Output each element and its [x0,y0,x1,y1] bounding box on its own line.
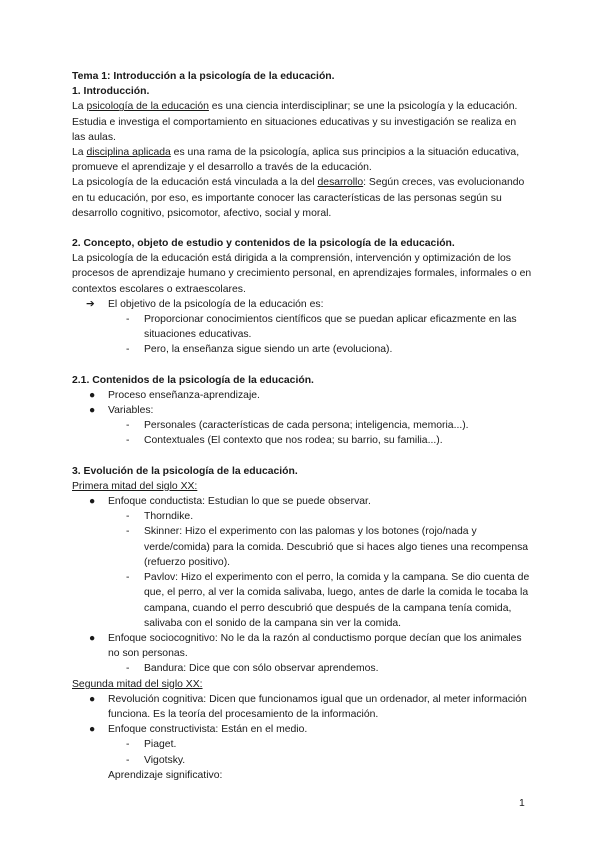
section-3-heading: 3. Evolución de la psicología de la educación. [72,465,298,477]
section-1-paragraph-2: La disciplina aplicada es una rama de la psicología, aplica sus principios a la situación educativa, promueve el aprendizaje y el desarrollo a través de la educación. [72,147,520,174]
term-desarrollo: desarrollo [317,177,364,189]
section-1-heading: 1. Introducción. [72,86,150,98]
dash-icon: - [126,314,130,326]
dash-icon: - [126,663,130,675]
document-page [72,69,532,783]
dash-list-item: - Thorndike. [72,509,532,524]
dash-icon: - [126,420,130,432]
bullet-icon: ● [89,724,96,736]
section-2-1-heading: 2.1. Contenidos de la psicología de la educación. [72,374,314,386]
term-disciplina-aplicada: disciplina aplicada [86,147,171,159]
bullet-icon: ● [89,496,96,508]
dash-icon: - [126,511,130,523]
bullet-list-item: ● Enfoque conductista: Estudian lo que se puede observar. [72,494,532,509]
dash-list-item: - Skinner: Hizo el experimento con las palomas y los botones (rojo/nada y verde/comida) para la comida. Descubrió que si haces algo tienes una recompensa (refuerzo positivo). [126,526,529,568]
dash-icon: - [126,754,130,766]
dash-list-item: - Contextuales (El contexto que nos rodea; su barrio, su familia...). [72,433,532,448]
aprendizaje-significativo-label: Aprendizaje significativo: [108,769,223,781]
bullet-icon: ● [89,632,96,644]
dash-list-item: - Bandura: Dice que con sólo observar aprendemos. [72,661,532,676]
bullet-list-item: ● Revolución cognitiva: Dicen que funcionamos igual que un ordenador, al meter información funciona. Es la teoría del procesamiento de la información. [89,693,527,720]
dash-icon: - [126,435,130,447]
dash-list-item: - Piaget. [72,737,532,752]
document-title: Tema 1: Introducción a la psicología de la educación. [72,71,335,82]
section-2-paragraph: La psicología de la educación está dirigida a la comprensión, intervención y optimización de los procesos de aprendizaje humano y crecimiento personal, en aprendizajes formales, informales o en contextos escolares o extraescolares. [72,253,532,295]
section-1-paragraph-3: La psicología de la educación está vinculada a la del desarrollo: Según creces, vas evolucionando en tu educación, por eso, es importante conocer las características de las personas según su desarrollo cognitivo, psicomotor, afectivo, social y moral. [72,177,525,219]
dash-list-item: - Pero, la enseñanza sigue siendo un arte (evoluciona). [72,342,532,357]
term-psicologia-educacion: psicología de la educación [86,101,209,113]
arrow-list-item: ➔ El objetivo de la psicología de la educación es: [72,297,532,312]
dash-icon: - [126,344,130,356]
dash-list-item: - Proporcionar conocimientos científicos que se puedan aplicar eficazmente en las situaciones educativas. [126,314,517,341]
arrow-icon: ➔ [86,298,95,310]
section-2-heading: 2. Concepto, objeto de estudio y contenidos de la psicología de la educación. [72,238,455,250]
period-first-half: Primera mitad del siglo XX: [72,480,198,492]
dash-list-item: - Vigotsky. [72,753,532,768]
bullet-list-item: ● Enfoque sociocognitivo: No le da la razón al conductismo porque decían que los animales no son personas. [89,632,522,660]
bullet-list-item: ● Variables: [72,403,532,418]
page-number: 1 [519,798,525,809]
bullet-list-item: ● Enfoque constructivista: Están en el medio. [72,722,532,737]
dash-icon: - [126,526,130,538]
bullet-icon: ● [89,693,96,705]
dash-list-item: - Personales (características de cada persona; inteligencia, memoria...). [72,418,532,433]
bullet-icon: ● [89,389,96,401]
dash-icon: - [126,572,130,584]
period-second-half: Segunda mitad del siglo XX: [72,678,203,690]
bullet-list-item: ● Proceso enseñanza-aprendizaje. [72,388,532,403]
dash-icon: - [126,739,130,751]
section-1-paragraph-1: La psicología de la educación es una ciencia interdisciplinar; se une la psicología y la educación. Estudia e investiga el comportamiento en situaciones educativas y su investigación se realiza en las aulas. [72,101,518,143]
bullet-icon: ● [89,405,96,417]
dash-list-item: - Pavlov: Hizo el experimento con el perro, la comida y la campana. Se dio cuenta de que, el perro, al ver la comida salivaba, luego, antes de darle la comida le tocaba la campana, cuando el perro descubrió que después de la campana tenía comida, salivaba con el sonido de la campana sin ver la comida. [126,572,530,629]
